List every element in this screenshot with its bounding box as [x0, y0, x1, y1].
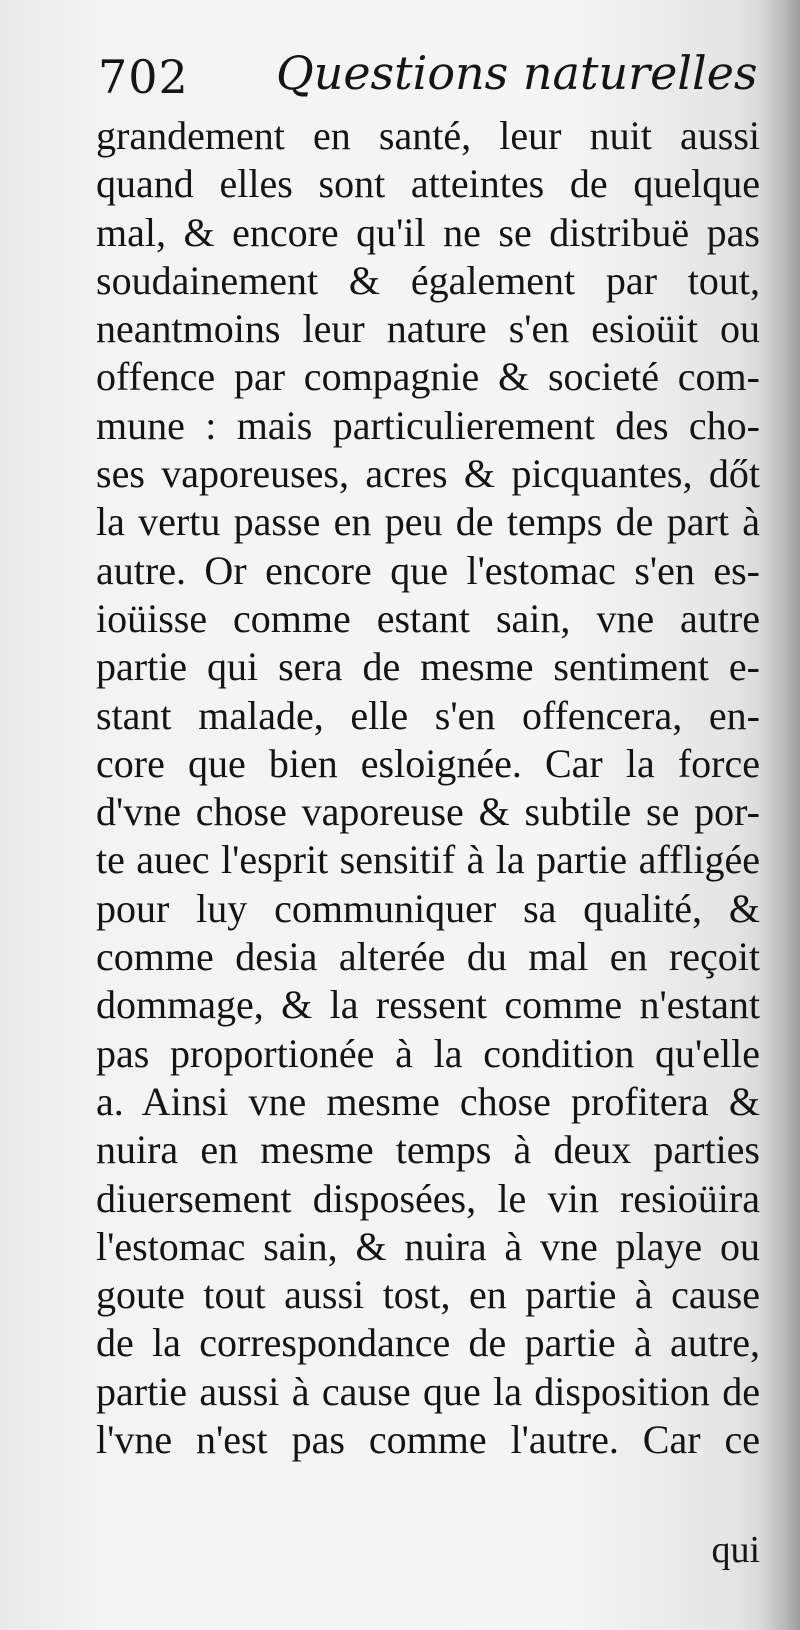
text-line: pas proportionée à la condition qu'elle — [96, 1030, 760, 1076]
text-line: a. Ainsi vne mesme chose profitera & — [96, 1078, 760, 1124]
text-line: te auec l'esprit sensitif à la partie affligée — [96, 837, 760, 883]
text-line: partie qui sera de mesme sentiment e- — [96, 644, 760, 690]
text-line: soudainement & également par tout, — [96, 257, 760, 303]
text-line: offence par compagnie & societé com- — [96, 354, 760, 400]
text-line: partie aussi à cause que la disposition de — [96, 1368, 760, 1414]
running-head — [98, 42, 758, 112]
text-line: stant malade, elle s'en offencera, en- — [96, 692, 760, 738]
text-line: la vertu passe en peu de temps de part à — [96, 499, 760, 545]
text-line: autre. Or encore que l'estomac s'en es- — [96, 547, 760, 593]
text-line: nuira en mesme temps à deux parties — [96, 1127, 760, 1173]
text-line: ses vaporeuses, acres & picquantes, dőt — [96, 451, 760, 497]
catchword: qui — [711, 1529, 760, 1571]
text-line: core que bien esloignée. Car la force — [96, 740, 760, 786]
text-line: quand elles sont atteintes de quelque — [96, 161, 760, 207]
text-line: mal, & encore qu'il ne se distribuë pas — [96, 209, 760, 255]
text-line: diuersement disposées, le vin resioüira — [96, 1175, 760, 1221]
text-line: ioüisse comme estant sain, vne autre — [96, 595, 760, 641]
text-line: grandement en santé, leur nuit aussi — [96, 113, 760, 158]
page-number: 702 — [98, 50, 189, 104]
gutter-shadow — [760, 0, 800, 1630]
text-line: dommage, & la ressent comme n'estant — [96, 982, 760, 1028]
body-text — [96, 112, 760, 1464]
text-line: comme desia alterée du mal en reçoit — [96, 934, 760, 980]
text-line: d'vne chose vaporeuse & subtile se por- — [96, 789, 760, 835]
text-line: mune : mais particulierement des cho- — [96, 402, 760, 448]
text-line: goute tout aussi tost, en partie à cause — [96, 1272, 760, 1318]
text-line: pour luy communiquer sa qualité, & — [96, 885, 760, 931]
text-line: de la correspondance de partie à autre, — [96, 1320, 760, 1366]
running-title: Questions naturelles — [276, 46, 758, 100]
text-line: neantmoins leur nature s'en esioüit ou — [96, 306, 760, 352]
text-line: l'vne n'est pas comme l'autre. Car ce — [96, 1417, 760, 1463]
text-line: l'estomac sain, & nuira à vne playe ou — [96, 1223, 760, 1269]
